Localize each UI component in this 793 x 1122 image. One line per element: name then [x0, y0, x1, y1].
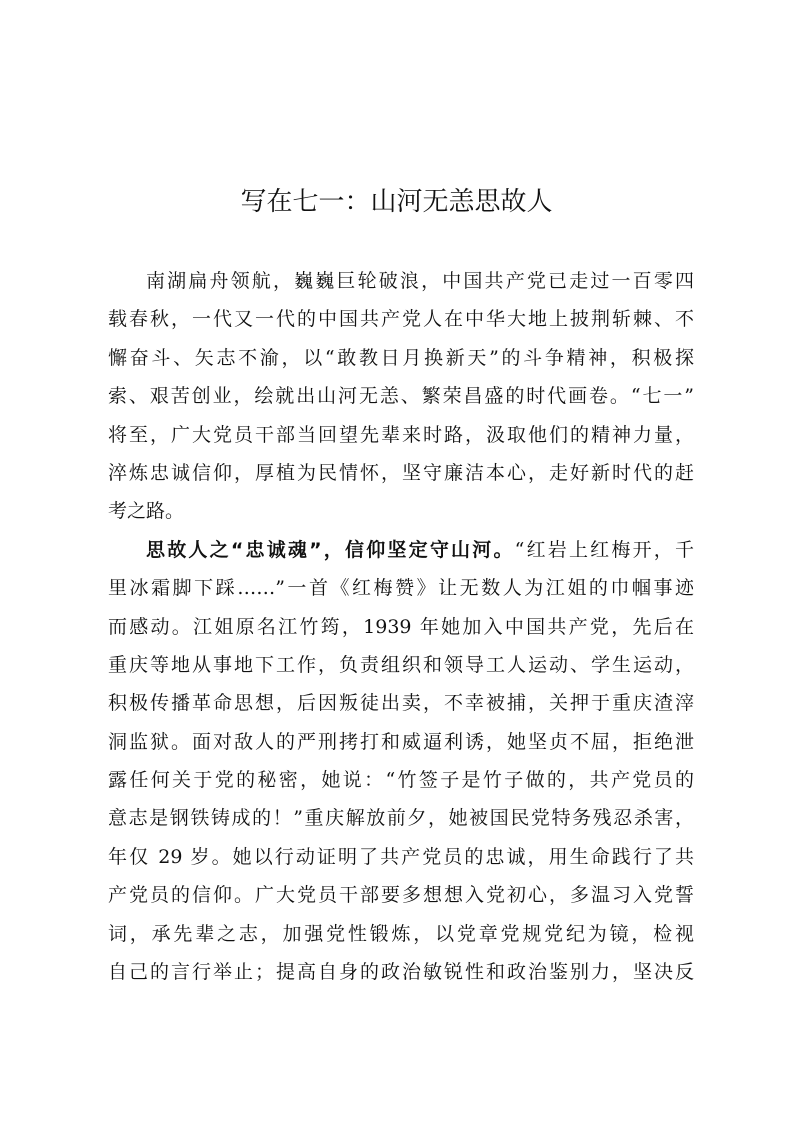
paragraph-1-line-3: 懈奋斗、矢志不渝，以“敢教日月换新天”的斗争精神，积极探	[108, 346, 694, 369]
paragraph-1-line-5: 将至，广大党员干部当回望先辈来时路，汲取他们的精神力量，	[108, 423, 694, 446]
paragraph-2-line-5: 积极传播革命思想，后因叛徒出卖，不幸被捕，关押于重庆渣滓	[108, 692, 694, 715]
paragraph-2-line-6: 洞监狱。面对敌人的严刑拷打和威逼利诱，她坚贞不屈，拒绝泄	[108, 730, 694, 753]
paragraph-1-line-7: 考之路。	[108, 500, 185, 523]
paragraph-1-line-1: 南湖扁舟领航，巍巍巨轮破浪，中国共产党已走过一百零四	[146, 270, 694, 292]
paragraph-2-line-10: 产党员的信仰。广大党员干部要多想想入党初心，多温习入党誓	[108, 884, 694, 907]
paragraph-2-line-12: 自己的言行举止；提高自身的政治敏锐性和政治鉴别力，坚决反	[108, 961, 694, 984]
paragraph-2-line-7: 露任何关于党的秘密，她说：“竹签子是竹子做的，共产党员的	[108, 769, 694, 792]
page-title: 写在七一：山河无恙思故人	[240, 187, 553, 217]
paragraph-1-line-6: 淬炼忠诚信仰，厚植为民情怀，坚守廉洁本心，走好新时代的赶	[108, 461, 694, 484]
paragraph-1-line-4: 索、艰苦创业，绘就出山河无恙、繁荣昌盛的时代画卷。“七一”	[108, 385, 694, 408]
paragraph-2-line-1	[108, 531, 694, 569]
document-body	[108, 262, 694, 991]
paragraph-2-line-8: 意志是钢铁铸成的！”重庆解放前夕，她被国民党特务残忍杀害，	[108, 807, 694, 830]
paragraph-2-heading: 思故人之“忠诚魂”，信仰坚定守山河。	[146, 538, 515, 561]
paragraph-1-line-2: 载春秋，一代又一代的中国共产党人在中华大地上披荆斩棘、不	[108, 308, 694, 331]
paragraph-2-line-9: 年仅 29 岁。她以行动证明了共产党员的忠诚，用生命践行了共	[108, 845, 694, 868]
paragraph-2-line-4: 重庆等地从事地下工作，负责组织和领导工人运动、学生运动，	[108, 653, 694, 676]
paragraph-2-line-3: 而感动。江姐原名江竹筠，1939 年她加入中国共产党，先后在	[108, 615, 694, 638]
paragraph-2-line-2: 里冰霜脚下踩……”一首《红梅赞》让无数人为江姐的巾帼事迹	[108, 577, 694, 600]
paragraph-2-first-line-text: “红岩上红梅开，千	[514, 538, 694, 561]
paragraph-2-line-11: 词，承先辈之志，加强党性锻炼，以党章党规党纪为镜，检视	[108, 922, 694, 945]
